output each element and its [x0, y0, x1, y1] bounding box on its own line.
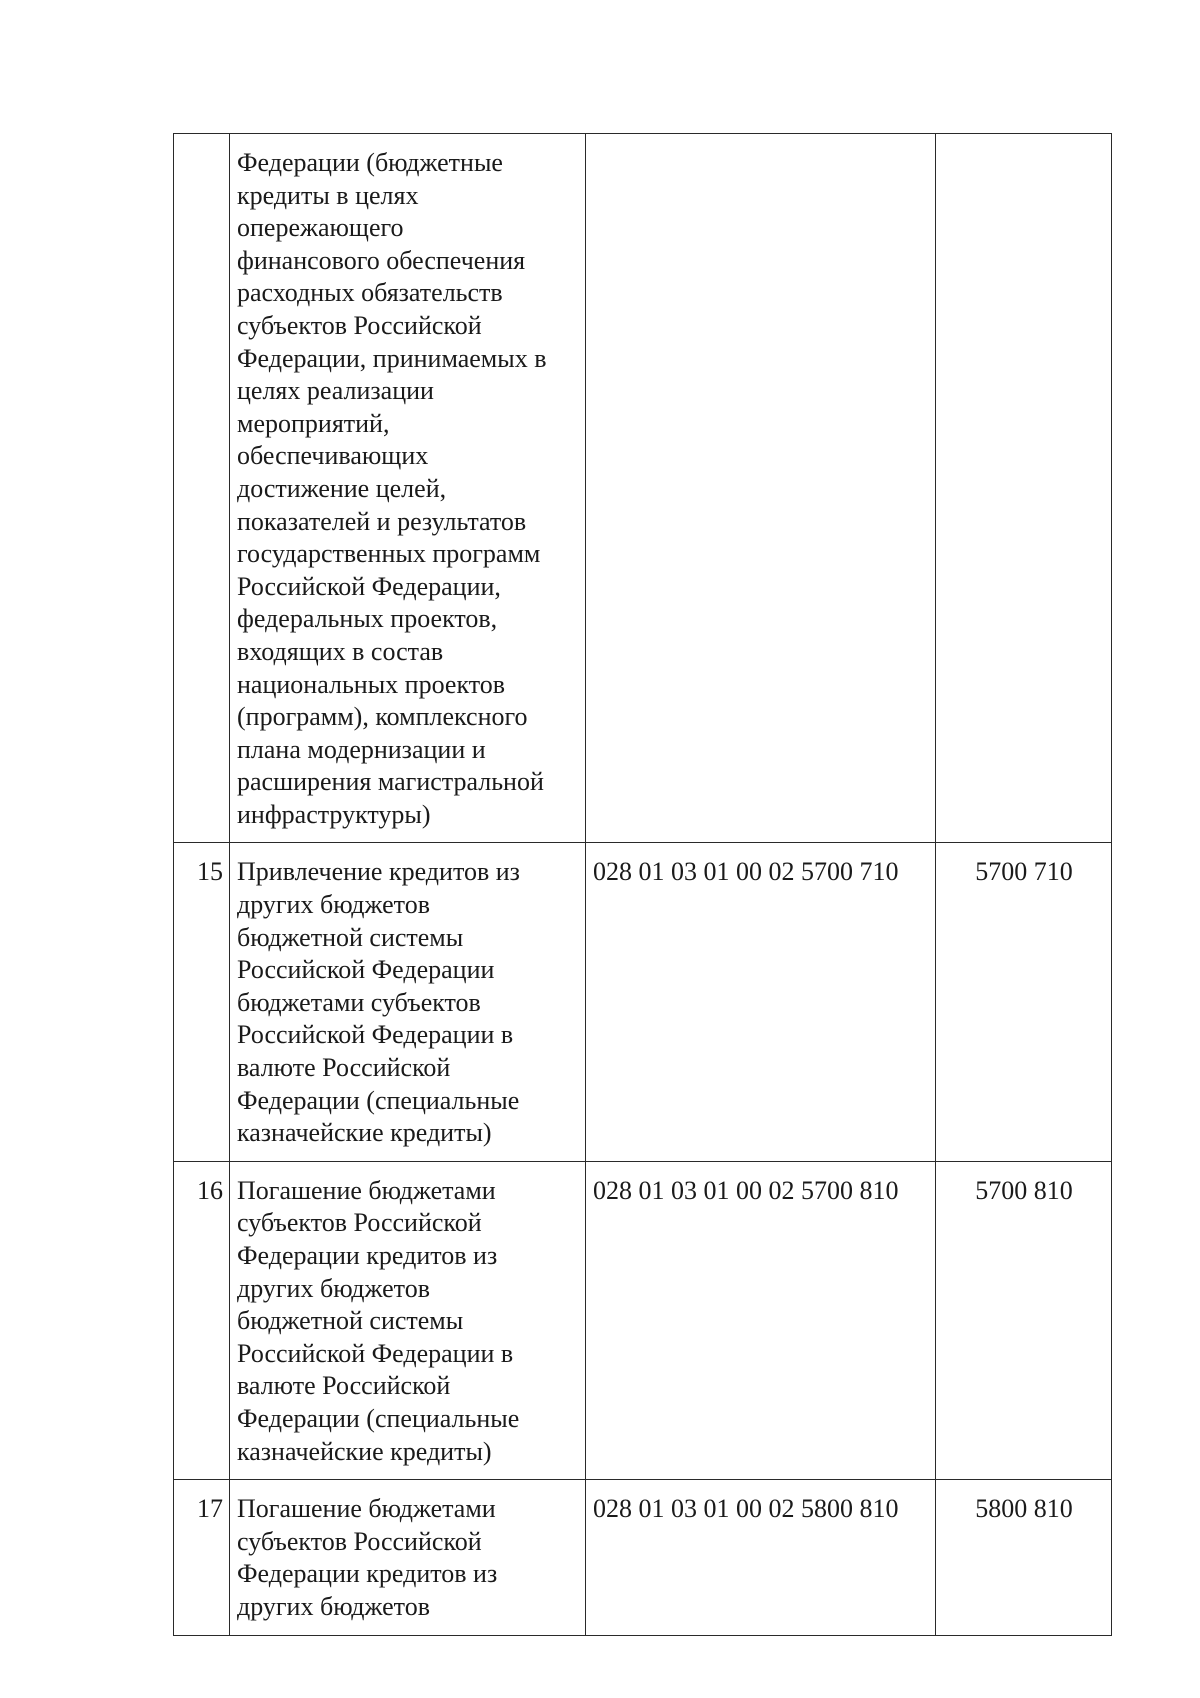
description-line: расходных обязательств	[237, 278, 503, 308]
row-number: 15	[174, 843, 230, 1161]
row-number: 16	[174, 1161, 230, 1479]
description-line: казначейские кредиты)	[237, 1118, 492, 1148]
description-line: государственных программ	[237, 539, 541, 569]
row-short-code: 5700 710	[936, 843, 1112, 1161]
row-code	[586, 134, 936, 843]
row-short-code: 5800 810	[936, 1480, 1112, 1635]
description-line: обеспечивающих	[237, 441, 429, 471]
description-line: федеральных проектов,	[237, 604, 498, 634]
row-number	[174, 134, 230, 843]
description-line: национальных проектов	[237, 669, 506, 699]
description-line: валюте Российской	[237, 1053, 451, 1083]
table-row	[174, 843, 1112, 1161]
description-line: Федерации кредитов из	[237, 1241, 498, 1270]
description-line: Российской Федерации,	[237, 571, 501, 601]
row-short-code: 5700 810	[936, 1161, 1112, 1479]
row-number: 17	[174, 1480, 230, 1635]
description-line: расширения магистральной	[237, 767, 544, 797]
description-line: Погашение бюджетами	[237, 1494, 496, 1524]
table-row	[174, 134, 1112, 843]
description-line: других бюджетов	[237, 1273, 430, 1303]
description-line: валюте Российской	[237, 1371, 451, 1401]
description-line: Федерации кредитов из	[237, 1559, 498, 1589]
description-line: Федерации (бюджетные	[237, 148, 503, 177]
description-line: опережающего	[237, 213, 404, 243]
row-description	[230, 843, 586, 1161]
description-line: мероприятий,	[237, 408, 390, 438]
description-line: (программ), комплексного	[237, 702, 528, 732]
table-row	[174, 1480, 1112, 1635]
row-code: 028 01 03 01 00 02 5800 810	[586, 1480, 936, 1635]
description-line: Федерации, принимаемых в	[237, 343, 547, 373]
description-line: входящих в состав	[237, 636, 444, 666]
row-short-code	[936, 134, 1112, 843]
description-line: других бюджетов	[237, 890, 430, 920]
description-line: других бюджетов	[237, 1591, 430, 1621]
description-line: субъектов Российской	[237, 1208, 482, 1238]
description-line: бюджетами субъектов	[237, 987, 481, 1017]
description-line: показателей и результатов	[237, 506, 527, 536]
description-line: Российской Федерации	[237, 955, 495, 985]
row-description	[230, 1480, 586, 1635]
description-line: бюджетной системы	[237, 922, 464, 952]
budget-classification-table	[173, 133, 1112, 1636]
description-line: Погашение бюджетами	[237, 1175, 496, 1205]
table-row	[174, 1161, 1112, 1479]
description-line: Российской Федерации в	[237, 1020, 514, 1050]
description-line: Федерации (специальные	[237, 1085, 520, 1115]
description-line: инфраструктуры)	[237, 799, 431, 829]
description-line: кредиты в целях	[237, 180, 419, 210]
description-line: казначейские кредиты)	[237, 1436, 492, 1466]
table-body	[174, 134, 1112, 1636]
description-line: Привлечение кредитов из	[237, 857, 520, 887]
description-line: субъектов Российской	[237, 310, 482, 340]
row-code: 028 01 03 01 00 02 5700 810	[586, 1161, 936, 1479]
description-line: Российской Федерации в	[237, 1338, 514, 1368]
description-line: плана модернизации и	[237, 734, 486, 764]
description-line: финансового обеспечения	[237, 245, 526, 275]
row-description	[230, 1161, 586, 1479]
description-line: субъектов Российской	[237, 1526, 482, 1556]
row-code: 028 01 03 01 00 02 5700 710	[586, 843, 936, 1161]
description-line: бюджетной системы	[237, 1306, 464, 1336]
row-description	[230, 134, 586, 843]
description-line: Федерации (специальные	[237, 1403, 520, 1433]
description-line: достижение целей,	[237, 473, 447, 503]
description-line: целях реализации	[237, 376, 434, 406]
